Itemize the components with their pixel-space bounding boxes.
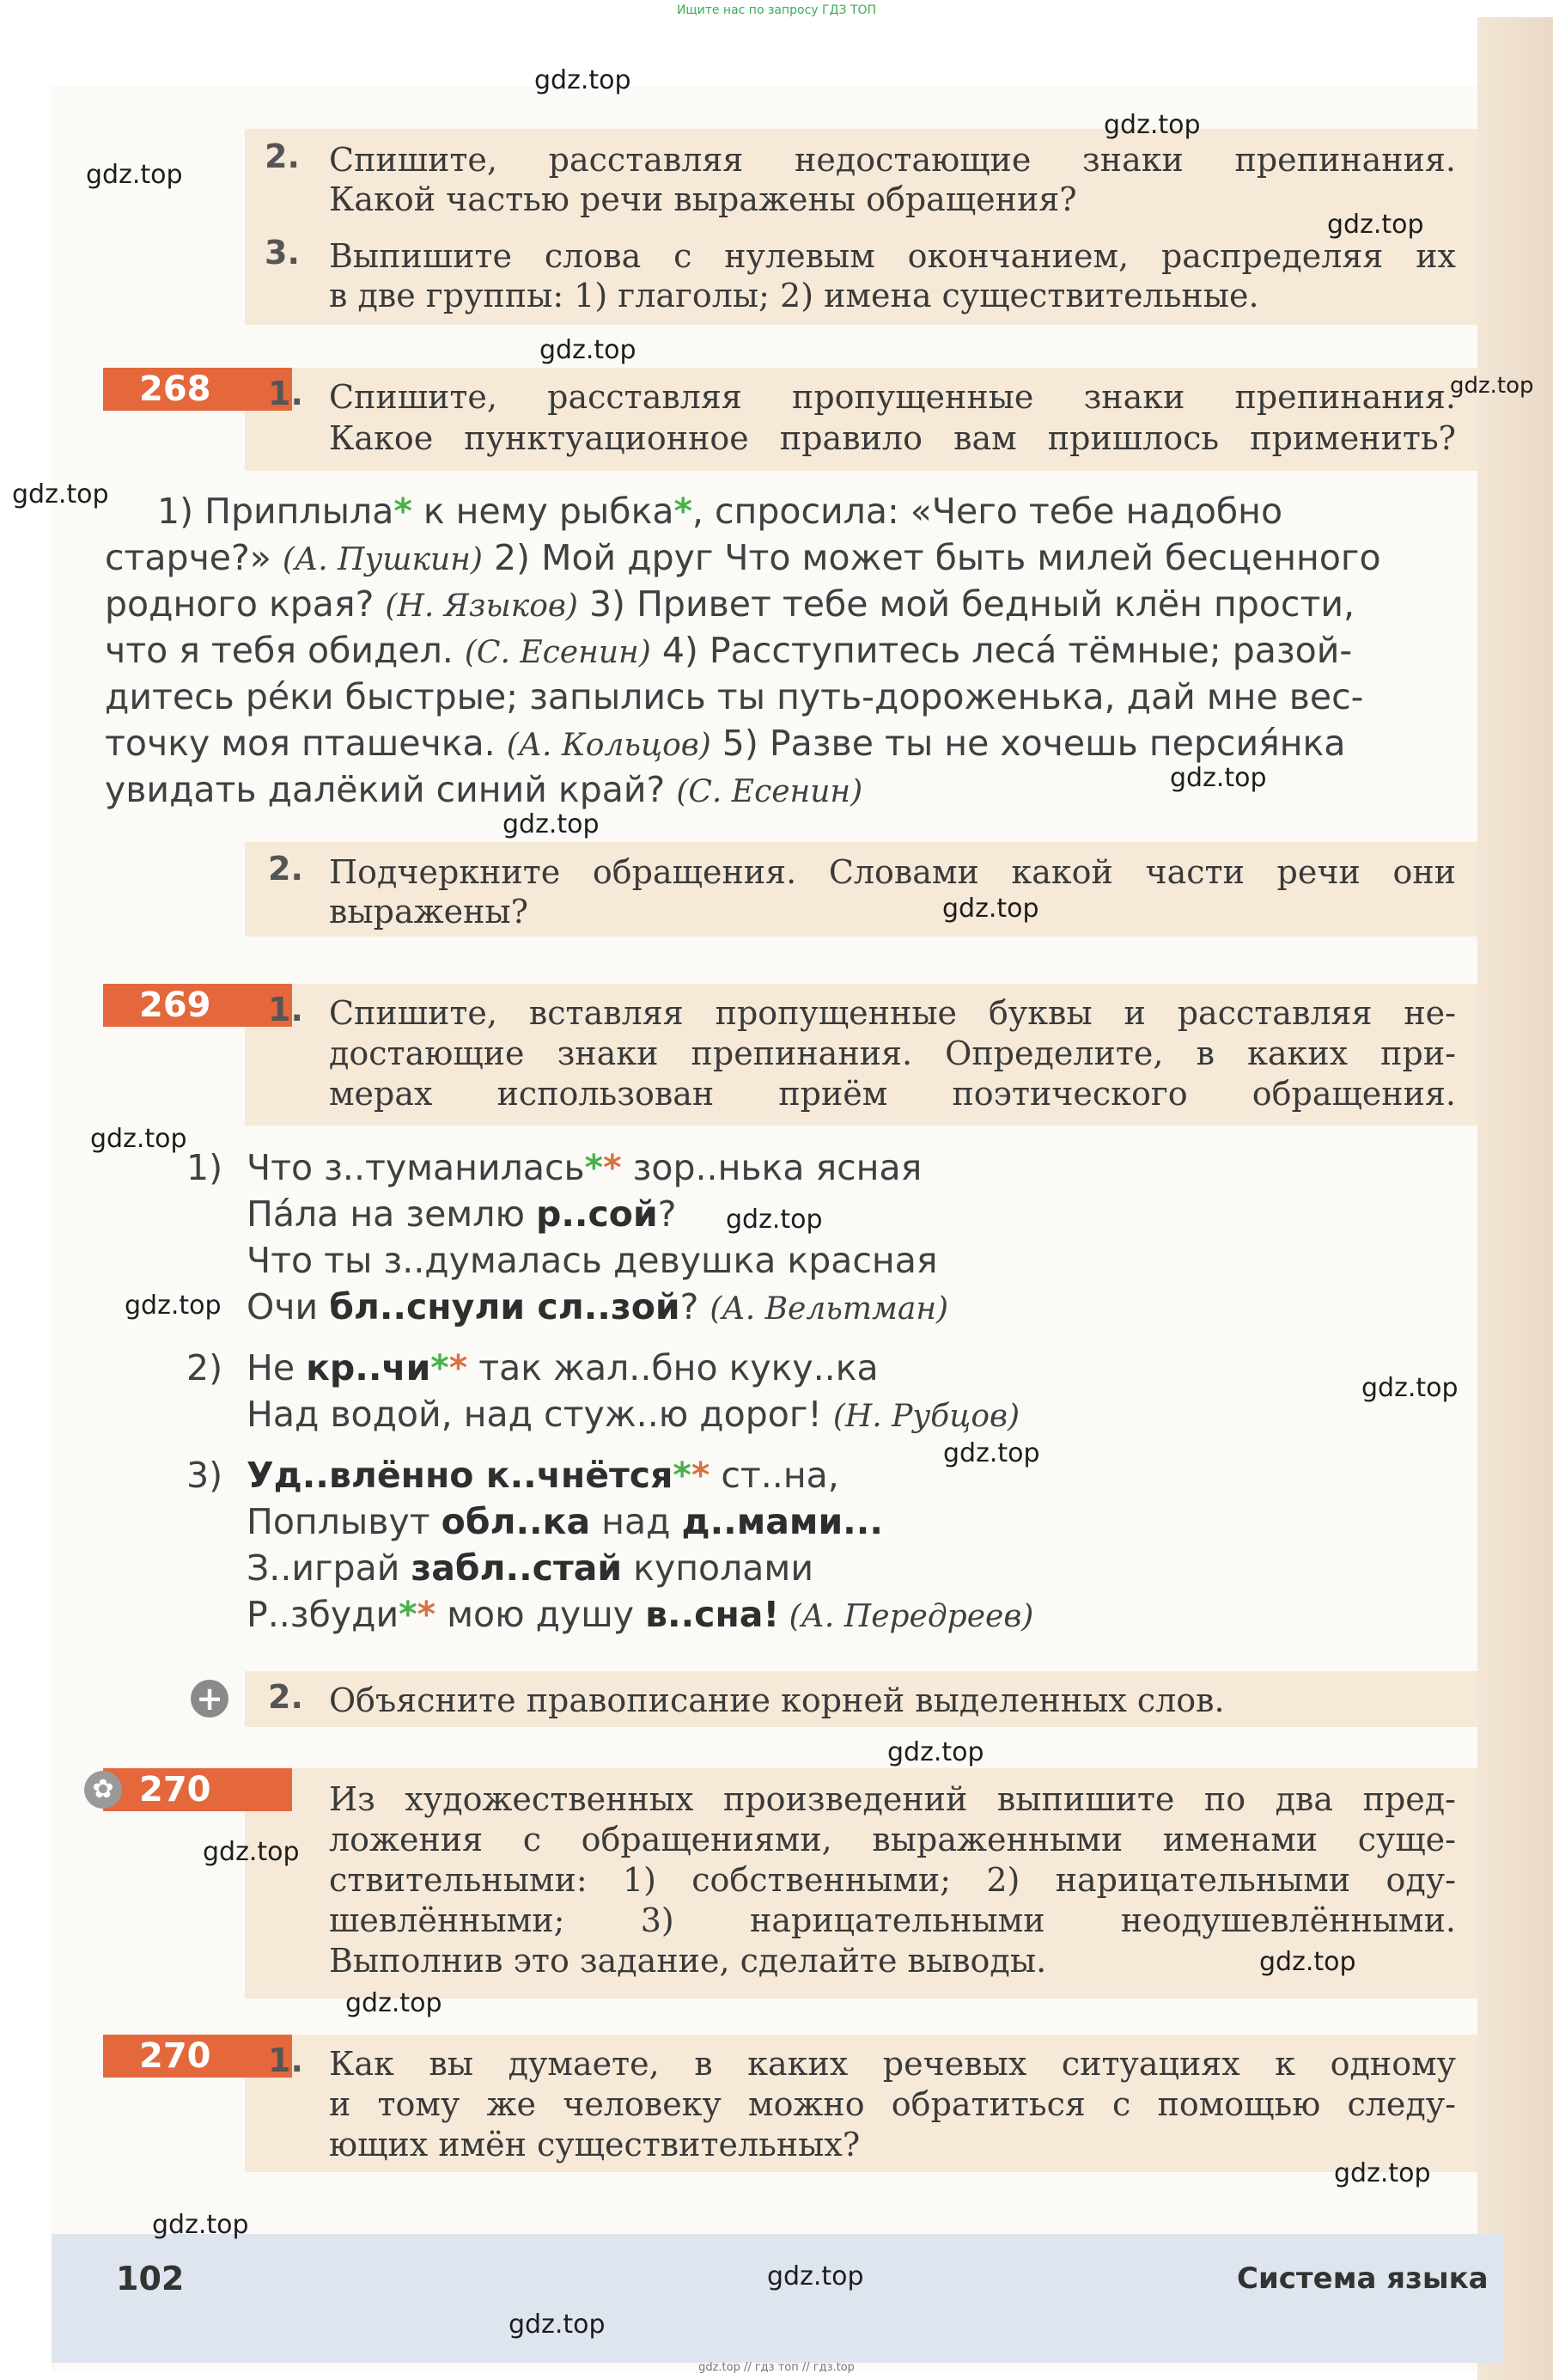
watermark: gdz.top [125, 1291, 222, 1321]
poem1-line-4: Очи бл..снули сл..зой? (А. Вельтман) [247, 1286, 949, 1327]
poem3-line-2: Поплывут обл..ка над д..мами... [247, 1501, 883, 1542]
author: (Н. Языков) [385, 589, 578, 624]
ex268-text-line-1: 1) Приплыла* к нему рыбка*, спросила: «Чего тебе надобно [157, 491, 1283, 532]
watermark: gdz.top [345, 1988, 442, 2018]
star-marker: * [603, 1147, 622, 1188]
watermark: gdz.top [1104, 110, 1201, 140]
ex269-task1-line-2: достающие знаки препинания. Определите, в каких при- [329, 1034, 1456, 1072]
ex270a-line-1: Из художественных произведений выпишите по два пред- [329, 1780, 1456, 1818]
ex270b-task1-number: 1. [268, 2041, 303, 2079]
plus-circle-icon: + [191, 1680, 228, 1718]
poem1-line-3: Что ты з..думалась девушка красная [247, 1240, 938, 1281]
poem1-line-2: Па́ла на землю р..сой? [247, 1193, 677, 1235]
watermark: gdz.top [726, 1205, 823, 1235]
watermark: gdz.top [90, 1124, 187, 1154]
ex268-text-line-6: точку моя пташечка. (А. Кольцов) 5) Разве ты не хочешь персия́нка [105, 723, 1346, 764]
poem1-number: 1) [186, 1147, 223, 1188]
watermark: gdz.top [943, 1438, 1040, 1468]
ex268-text-line-5: дитесь ре́ки быстрые; запылись ты путь-дороженька, дай мне вес- [105, 676, 1364, 717]
ex270a-line-4: шевлёнными; 3) нарицательными неодушевлёнными. [329, 1901, 1456, 1939]
star-marker: * [393, 491, 412, 532]
watermark: gdz.top [539, 335, 636, 365]
watermark: gdz.top [152, 2210, 249, 2240]
author: (С. Есенин) [676, 774, 863, 809]
watermark: gdz.top [86, 160, 183, 190]
star-marker: * [584, 1147, 604, 1188]
footer-note: gdz.top // гдз топ // гдз.top [698, 2361, 855, 2374]
header-note: Ищите нас по запросу ГДЗ ТОП [676, 3, 877, 17]
star-marker: * [430, 1347, 449, 1388]
ex269-task2-number: 2. [268, 1678, 303, 1716]
ex270a-line-3: ствительными: 1) собственными; 2) нарицательными оду- [329, 1861, 1456, 1899]
star-marker: * [691, 1455, 710, 1496]
prev-task-2-number: 2. [265, 137, 300, 175]
author: (А. Пушкин) [282, 542, 483, 577]
star-marker: * [673, 491, 692, 532]
star-marker: * [417, 1594, 436, 1635]
watermark: gdz.top [887, 1737, 984, 1767]
ex270b-task1-line-3: ющих имён существительных? [329, 2126, 861, 2163]
page-edge [1477, 17, 1553, 2380]
ex268-text-line-2: старче?» (А. Пушкин) 2) Мой друг Что может быть милей бесценного [105, 537, 1381, 578]
footer-band [52, 2234, 1503, 2363]
star-marker: * [399, 1594, 417, 1635]
prev-task-3-number: 3. [265, 234, 300, 272]
flower-icon: ✿ [84, 1771, 122, 1809]
ex270b-task1-line-1: Как вы думаете, в каких речевых ситуациях к одному [329, 2045, 1456, 2083]
ex268-task1-line-1: Спишите, расставляя пропущенные знаки препинания. [329, 378, 1456, 416]
watermark: gdz.top [1361, 1373, 1459, 1403]
poem3-line-3: З..играй забл..стай куполами [247, 1547, 813, 1589]
poem3-number: 3) [186, 1455, 223, 1496]
author: (А. Вельтман) [710, 1291, 949, 1327]
author: (Н. Рубцов) [832, 1399, 1020, 1434]
watermark: gdz.top [767, 2261, 864, 2292]
prev-task-2-line-2: Какой частью речи выражены обращения? [329, 180, 1077, 218]
watermark: gdz.top [1170, 763, 1267, 793]
poem3-line-4: Р..збуди** мою душу в..сна! (А. Передреев) [247, 1594, 1034, 1635]
ex269-task1-line-3: мерах использован приём поэтического обращения. [329, 1075, 1456, 1113]
ex268-text-line-4: что я тебя обидел. (С. Есенин) 4) Расступитесь леса́ тёмные; разой- [105, 630, 1353, 671]
star-marker: * [673, 1455, 691, 1496]
watermark: gdz.top [1327, 210, 1424, 240]
page-number: 102 [116, 2260, 185, 2298]
author: (А. Кольцов) [506, 728, 711, 763]
author: (С. Есенин) [464, 635, 651, 670]
prev-task-3-line-2: в две группы: 1) глаголы; 2) имена существительные. [329, 277, 1259, 314]
poem2-line-1: Не кр..чи** так жал..бно куку..ка [247, 1347, 879, 1388]
ex268-task1-number: 1. [268, 375, 303, 412]
watermark: gdz.top [1259, 1947, 1356, 1977]
ex269-task1-number: 1. [268, 991, 303, 1028]
ex270a-line-5: Выполнив это задание, сделайте выводы. [329, 1942, 1047, 1980]
ex270a-number: 270 [103, 1768, 292, 1811]
prev-task-2-line-1: Спишите, расставляя недостающие знаки препинания. [329, 141, 1456, 179]
prev-task-3-line-1: Выпишите слова с нулевым окончанием, распределяя их [329, 237, 1456, 275]
poem1-line-1: Что з..туманилась** зор..нька ясная [247, 1147, 923, 1188]
ex270b-number: 270 [103, 2035, 292, 2078]
ex268-text-line-3: родного края? (Н. Языков) 3) Привет тебе мой бедный клён прости, [105, 583, 1355, 625]
ex268-task2-number: 2. [268, 850, 303, 888]
watermark: gdz.top [534, 65, 631, 95]
ex268-task2-line-1: Подчеркните обращения. Словами какой части речи они [329, 853, 1456, 891]
ex268-task1-line-2: Какое пунктуационное правило вам пришлось применить? [329, 419, 1456, 457]
ex268-task2-line-2: выражены? [329, 893, 529, 931]
ex270b-task1-line-2: и тому же человеку можно обратиться с помощью следу- [329, 2085, 1456, 2123]
watermark: gdz.top [502, 809, 600, 839]
watermark: gdz.top [942, 894, 1039, 924]
section-title: Система языка [1237, 2261, 1489, 2296]
ex269-task1-line-1: Спишите, вставляя пропущенные буквы и расставляя не- [329, 994, 1456, 1032]
watermark: gdz.top [1450, 373, 1534, 399]
watermark: gdz.top [12, 479, 109, 510]
watermark: gdz.top [203, 1837, 300, 1867]
ex269-number: 269 [103, 984, 292, 1027]
ex268-number: 268 [103, 368, 292, 411]
ex270a-line-2: ложения с обращениями, выраженными именами суще- [329, 1821, 1456, 1858]
star-marker: * [448, 1347, 468, 1388]
poem3-line-1: Уд..влённо к..чнётся** ст..на, [247, 1455, 839, 1496]
watermark: gdz.top [1334, 2158, 1431, 2188]
poem2-number: 2) [186, 1347, 223, 1388]
author: (А. Передреев) [779, 1599, 1034, 1634]
ex268-text-line-7: увидать далёкий синий край? (С. Есенин) [105, 769, 863, 810]
poem2-line-2: Над водой, над стуж..ю дорог! (Н. Рубцов) [247, 1394, 1020, 1435]
watermark: gdz.top [509, 2310, 606, 2340]
ex269-task2-text: Объясните правописание корней выделенных слов. [329, 1681, 1225, 1719]
